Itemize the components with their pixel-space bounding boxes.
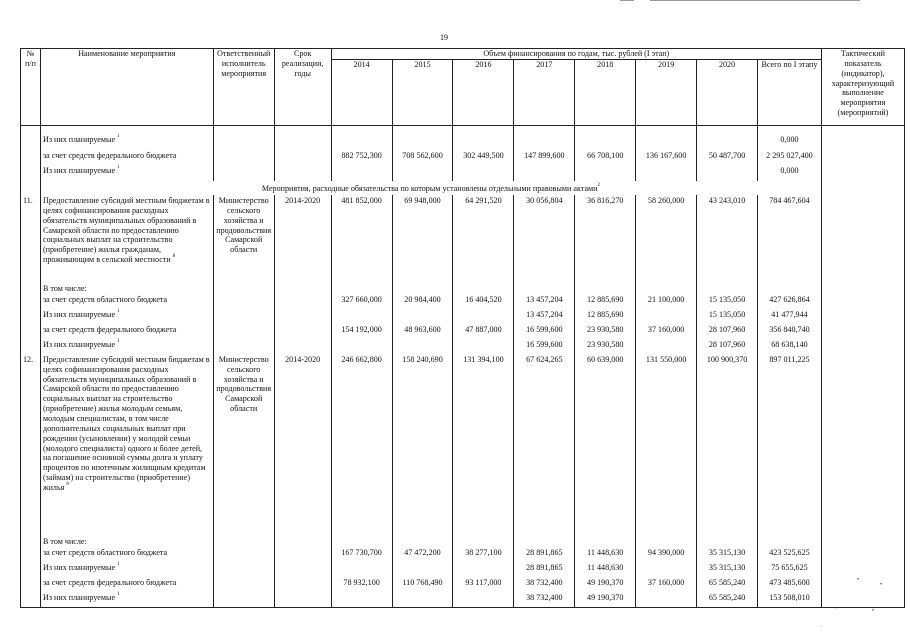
year-value bbox=[514, 166, 575, 181]
year-value: 47 472,200 bbox=[392, 547, 453, 562]
year-value bbox=[636, 135, 697, 151]
year-value: 21 100,000 bbox=[636, 294, 697, 309]
term-cell bbox=[274, 166, 331, 181]
executor-cell bbox=[213, 324, 274, 339]
year-value: 37 160,000 bbox=[636, 324, 697, 339]
term-cell bbox=[274, 324, 331, 339]
spacer-cell bbox=[821, 126, 904, 136]
row-label bbox=[40, 294, 213, 309]
term-cell bbox=[274, 294, 331, 309]
header-total: Всего по I этапу bbox=[758, 60, 822, 126]
year-value bbox=[636, 166, 697, 181]
header-year: 2015 bbox=[392, 60, 453, 126]
including-label: В том числе: bbox=[40, 284, 213, 294]
section-row bbox=[21, 181, 905, 195]
scan-dot: • bbox=[872, 608, 875, 614]
year-value bbox=[392, 135, 453, 151]
table-row bbox=[21, 537, 905, 547]
number-cell bbox=[21, 151, 41, 166]
year-value: 100 900,370 bbox=[697, 354, 758, 537]
footnote-ref: 1 bbox=[117, 134, 120, 139]
table-row bbox=[21, 577, 905, 592]
year-value bbox=[575, 537, 636, 547]
year-value: 64 291,520 bbox=[453, 195, 514, 284]
year-value: 16 599,600 bbox=[514, 339, 575, 354]
year-value: 38 277,100 bbox=[453, 547, 514, 562]
year-value: 131 550,000 bbox=[636, 354, 697, 537]
section-title bbox=[40, 181, 821, 195]
executor-cell bbox=[213, 309, 274, 324]
year-value: 67 624,265 bbox=[514, 354, 575, 537]
indicator-cell bbox=[821, 284, 904, 294]
table-row bbox=[21, 339, 905, 354]
indicator-cell bbox=[821, 562, 904, 577]
footnote-ref: 8 bbox=[66, 482, 69, 488]
header-year: 2019 bbox=[636, 60, 697, 126]
number-cell bbox=[21, 309, 41, 324]
footnote-ref: 1 bbox=[117, 165, 120, 170]
year-value: 708 562,600 bbox=[392, 151, 453, 166]
including-label: В том числе: bbox=[40, 537, 213, 547]
year-value bbox=[453, 284, 514, 294]
year-value bbox=[331, 562, 392, 577]
term-cell bbox=[274, 547, 331, 562]
scan-artifact-line bbox=[650, 0, 860, 1]
year-value bbox=[636, 339, 697, 354]
year-value: 78 932,100 bbox=[331, 577, 392, 592]
header-year: 2016 bbox=[453, 60, 514, 126]
indicator-cell bbox=[821, 592, 904, 608]
year-value bbox=[636, 309, 697, 324]
scan-artifact-line bbox=[620, 0, 634, 1]
row-label bbox=[40, 592, 213, 608]
year-value: 15 135,050 bbox=[697, 294, 758, 309]
item-row bbox=[21, 354, 905, 537]
indicator-cell bbox=[821, 135, 904, 151]
header-executor: Ответственный исполнитель мероприятия bbox=[213, 49, 274, 126]
year-value: 43 243,010 bbox=[697, 195, 758, 284]
row-label-text: за счет средств областного бюджета bbox=[42, 547, 168, 557]
indicator-cell bbox=[821, 309, 904, 324]
year-value: 12 885,690 bbox=[575, 294, 636, 309]
indicator-cell bbox=[821, 166, 904, 181]
row-label bbox=[40, 324, 213, 339]
year-value: 136 167,600 bbox=[636, 151, 697, 166]
item-name-text: Предоставление субсидий местным бюджетам в целях софинансирования расходных обязательств муниципальных образований в Самарской области по предоставлению социальных выплат на строительство (приобретение) жилья гражданам, проживающим в сельской местности bbox=[42, 196, 210, 265]
spacer-cell bbox=[21, 126, 41, 136]
row-label bbox=[40, 309, 213, 324]
year-value: 11 448,630 bbox=[575, 547, 636, 562]
year-value: 36 816,270 bbox=[575, 195, 636, 284]
header-activity-name: Наименование мероприятия bbox=[40, 49, 213, 126]
table-header bbox=[21, 49, 905, 126]
year-value bbox=[453, 309, 514, 324]
item-term: 2014-2020 bbox=[274, 195, 331, 284]
footnote-ref: 2 bbox=[597, 183, 601, 188]
indicator-cell bbox=[821, 577, 904, 592]
indicator-cell bbox=[821, 181, 904, 195]
year-value: 23 930,580 bbox=[575, 339, 636, 354]
year-value: 38 732,400 bbox=[514, 592, 575, 608]
year-value: 65 585,240 bbox=[697, 592, 758, 608]
total-value: 473 485,600 bbox=[758, 577, 822, 592]
total-value: 356 840,740 bbox=[758, 324, 822, 339]
spacer-cell bbox=[40, 126, 213, 136]
header-year: 2017 bbox=[514, 60, 575, 126]
spacer-cell bbox=[274, 126, 331, 136]
year-value: 882 752,300 bbox=[331, 151, 392, 166]
total-value: 897 011,225 bbox=[758, 354, 822, 537]
row-label-text: Из них планируемые bbox=[42, 592, 116, 602]
year-value bbox=[392, 166, 453, 181]
year-value bbox=[392, 309, 453, 324]
total-value: 41 477,944 bbox=[758, 309, 822, 324]
number-cell bbox=[21, 294, 41, 309]
item-name-text: Предоставление субсидий местным бюджетам в целях софинансирования расходных обязательств муниципальных образований в Самарской области по предоставлению социальных выплат на строительство (приобретение) жилья молодым семьям, молодым специалистам, в том числе дополнительных социальных выплат при рождении (усыновлении) у молодой семьи (молодого специалиста) одного и более детей, на погашение основной суммы долга и уплату процентов по ипотечным жилищным кредитам (займам) на строительство (приобретение) жилья bbox=[42, 354, 210, 493]
row-label bbox=[40, 547, 213, 562]
number-cell bbox=[21, 339, 41, 354]
spacer-cell bbox=[758, 126, 822, 136]
year-value bbox=[575, 284, 636, 294]
footnote-ref: 1 bbox=[117, 338, 120, 344]
indicator-cell bbox=[821, 294, 904, 309]
year-value bbox=[758, 537, 822, 547]
year-value: 15 135,050 bbox=[697, 309, 758, 324]
year-value bbox=[392, 592, 453, 608]
year-value: 49 190,370 bbox=[575, 592, 636, 608]
year-value: 23 930,580 bbox=[575, 324, 636, 339]
year-value: 28 891,865 bbox=[514, 562, 575, 577]
table-row bbox=[21, 547, 905, 562]
year-value: 65 585,240 bbox=[697, 577, 758, 592]
year-value bbox=[514, 537, 575, 547]
year-value: 69 948,000 bbox=[392, 195, 453, 284]
term-cell bbox=[274, 339, 331, 354]
total-value: 784 467,604 bbox=[758, 195, 822, 284]
total-value: 153 508,010 bbox=[758, 592, 822, 608]
item-executor: Министерство сельского хозяйства и продовольствия Самарской области bbox=[213, 195, 274, 284]
year-value: 28 891,865 bbox=[514, 547, 575, 562]
number-cell bbox=[21, 166, 41, 181]
executor-cell bbox=[213, 151, 274, 166]
spacer-cell bbox=[575, 126, 636, 136]
row-label bbox=[40, 166, 213, 181]
page-number: 19 bbox=[440, 33, 448, 42]
row-label bbox=[40, 562, 213, 577]
year-value bbox=[453, 537, 514, 547]
year-value: 94 390,000 bbox=[636, 547, 697, 562]
year-value: 302 449,500 bbox=[453, 151, 514, 166]
year-value bbox=[636, 592, 697, 608]
row-label bbox=[40, 151, 213, 166]
year-value: 20 984,400 bbox=[392, 294, 453, 309]
year-value: 60 639,000 bbox=[575, 354, 636, 537]
table-row bbox=[21, 151, 905, 166]
spacer-cell bbox=[213, 126, 274, 136]
year-value: 35 315,130 bbox=[697, 562, 758, 577]
year-value bbox=[575, 166, 636, 181]
scan-dot: · bbox=[835, 606, 837, 612]
item-executor: Министерство сельского хозяйства и продовольствия Самарской области bbox=[213, 354, 274, 537]
number-cell bbox=[21, 592, 41, 608]
year-value: 154 192,000 bbox=[331, 324, 392, 339]
year-value: 16 599,600 bbox=[514, 324, 575, 339]
spacer-cell bbox=[331, 126, 392, 136]
header-indicator: Тактический показатель (индикатор), характеризующий выполнение мероприятия (мероприятий) bbox=[821, 49, 904, 126]
term-cell bbox=[274, 592, 331, 608]
spacer-row bbox=[21, 126, 905, 136]
footnote-ref: 1 bbox=[117, 308, 120, 314]
year-value bbox=[331, 166, 392, 181]
number-cell bbox=[21, 135, 41, 151]
year-value bbox=[331, 309, 392, 324]
total-value: 75 655,625 bbox=[758, 562, 822, 577]
indicator-cell bbox=[821, 547, 904, 562]
year-value bbox=[758, 284, 822, 294]
table-row bbox=[21, 294, 905, 309]
term-cell bbox=[274, 309, 331, 324]
year-value: 48 963,600 bbox=[392, 324, 453, 339]
header-term: Срок реализации, годы bbox=[274, 49, 331, 126]
year-value bbox=[453, 592, 514, 608]
total-value: 0,000 bbox=[758, 135, 822, 151]
year-value: 246 662,800 bbox=[331, 354, 392, 537]
executor-cell bbox=[213, 592, 274, 608]
number-cell bbox=[21, 562, 41, 577]
row-label-text: Из них планируемые bbox=[42, 135, 116, 144]
footnote-ref: 8 bbox=[172, 254, 176, 260]
header-financing: Объем финансирования по годам, тыс. рублей (I этап) bbox=[331, 49, 821, 60]
total-value: 0,000 bbox=[758, 166, 822, 181]
year-value: 481 852,000 bbox=[331, 195, 392, 284]
spacer-cell bbox=[514, 126, 575, 136]
year-value bbox=[453, 339, 514, 354]
number-cell bbox=[21, 577, 41, 592]
year-value bbox=[636, 284, 697, 294]
year-value bbox=[514, 135, 575, 151]
year-value: 12 885,690 bbox=[575, 309, 636, 324]
spacer-cell bbox=[274, 537, 331, 547]
table-row bbox=[21, 166, 905, 181]
spacer-cell bbox=[453, 126, 514, 136]
spacer-cell bbox=[213, 284, 274, 294]
row-label-text: Из них планируемые bbox=[42, 309, 116, 319]
total-value: 423 525,625 bbox=[758, 547, 822, 562]
year-value bbox=[636, 562, 697, 577]
year-value: 110 768,490 bbox=[392, 577, 453, 592]
year-value bbox=[697, 135, 758, 151]
row-label-text: Из них планируемые bbox=[42, 166, 116, 175]
year-value bbox=[331, 592, 392, 608]
row-label-text: Из них планируемые bbox=[42, 339, 116, 349]
table-body bbox=[21, 126, 905, 608]
year-value: 13 457,204 bbox=[514, 294, 575, 309]
header-year: 2014 bbox=[331, 60, 392, 126]
scan-dot: • bbox=[857, 577, 860, 583]
year-value bbox=[392, 284, 453, 294]
number-cell bbox=[21, 181, 41, 195]
header-year: 2018 bbox=[575, 60, 636, 126]
year-value bbox=[331, 135, 392, 151]
year-value: 13 457,204 bbox=[514, 309, 575, 324]
footnote-ref: 1 bbox=[117, 591, 120, 597]
term-cell bbox=[274, 135, 331, 151]
item-name bbox=[40, 354, 213, 537]
number-cell bbox=[21, 324, 41, 339]
indicator-cell bbox=[821, 537, 904, 547]
row-label-text: за счет средств федерального бюджета bbox=[42, 577, 177, 587]
spacer-cell bbox=[213, 537, 274, 547]
indicator-cell bbox=[821, 195, 904, 284]
indicator-cell bbox=[821, 151, 904, 166]
row-label-text: за счет средств федерального бюджета bbox=[42, 151, 177, 160]
executor-cell bbox=[213, 294, 274, 309]
year-value: 327 660,000 bbox=[331, 294, 392, 309]
row-label-text: Из них планируемые bbox=[42, 562, 116, 572]
year-value: 37 160,000 bbox=[636, 577, 697, 592]
year-value bbox=[392, 537, 453, 547]
year-value: 158 240,690 bbox=[392, 354, 453, 537]
year-value: 58 260,000 bbox=[636, 195, 697, 284]
total-value: 68 638,140 bbox=[758, 339, 822, 354]
executor-cell bbox=[213, 577, 274, 592]
term-cell bbox=[274, 151, 331, 166]
total-value: 2 295 027,400 bbox=[758, 151, 822, 166]
item-number: 12. bbox=[21, 354, 41, 537]
executor-cell bbox=[213, 562, 274, 577]
year-value: 35 315,130 bbox=[697, 547, 758, 562]
year-value bbox=[331, 339, 392, 354]
year-value bbox=[697, 537, 758, 547]
item-name bbox=[40, 195, 213, 284]
scan-dot: • bbox=[880, 582, 883, 588]
section-title-text: Мероприятия, расходные обязательства по которым установлены отдельными правовыми актами bbox=[261, 184, 598, 193]
year-value bbox=[575, 135, 636, 151]
year-value: 50 487,700 bbox=[697, 151, 758, 166]
table-row bbox=[21, 592, 905, 608]
row-label-text: за счет средств областного бюджета bbox=[42, 294, 168, 304]
number-cell bbox=[21, 537, 41, 547]
spacer-cell bbox=[636, 126, 697, 136]
executor-cell bbox=[213, 547, 274, 562]
year-value: 30 056,804 bbox=[514, 195, 575, 284]
table-row bbox=[21, 309, 905, 324]
header-year: 2020 bbox=[697, 60, 758, 126]
table-row bbox=[21, 324, 905, 339]
year-value bbox=[331, 284, 392, 294]
scan-dot: · bbox=[820, 624, 822, 630]
term-cell bbox=[274, 562, 331, 577]
row-label bbox=[40, 339, 213, 354]
executor-cell bbox=[213, 166, 274, 181]
year-value: 16 404,520 bbox=[453, 294, 514, 309]
year-value: 131 394,100 bbox=[453, 354, 514, 537]
year-value bbox=[453, 135, 514, 151]
year-value: 11 448,630 bbox=[575, 562, 636, 577]
year-value bbox=[392, 562, 453, 577]
year-value bbox=[453, 562, 514, 577]
table-row bbox=[21, 135, 905, 151]
year-value bbox=[392, 339, 453, 354]
financing-table bbox=[20, 48, 905, 608]
year-value: 93 117,000 bbox=[453, 577, 514, 592]
year-value bbox=[514, 284, 575, 294]
year-value: 66 708,100 bbox=[575, 151, 636, 166]
spacer-cell bbox=[274, 284, 331, 294]
year-value: 38 732,400 bbox=[514, 577, 575, 592]
header-number: № п/п bbox=[21, 49, 41, 126]
row-label bbox=[40, 577, 213, 592]
item-term: 2014-2020 bbox=[274, 354, 331, 537]
spacer-cell bbox=[697, 126, 758, 136]
total-value: 427 626,864 bbox=[758, 294, 822, 309]
year-value bbox=[636, 537, 697, 547]
row-label bbox=[40, 135, 213, 151]
year-value: 28 107,960 bbox=[697, 339, 758, 354]
spacer-cell bbox=[392, 126, 453, 136]
year-value bbox=[453, 166, 514, 181]
year-value: 167 730,700 bbox=[331, 547, 392, 562]
table-row bbox=[21, 562, 905, 577]
indicator-cell bbox=[821, 339, 904, 354]
year-value bbox=[697, 284, 758, 294]
year-value: 147 899,600 bbox=[514, 151, 575, 166]
year-value: 47 887,000 bbox=[453, 324, 514, 339]
year-value: 49 190,370 bbox=[575, 577, 636, 592]
executor-cell bbox=[213, 339, 274, 354]
item-number: 11. bbox=[21, 195, 41, 284]
row-label-text: за счет средств федерального бюджета bbox=[42, 324, 177, 334]
table-row bbox=[21, 284, 905, 294]
year-value: 28 107,960 bbox=[697, 324, 758, 339]
year-value bbox=[331, 537, 392, 547]
number-cell bbox=[21, 547, 41, 562]
indicator-cell bbox=[821, 354, 904, 537]
year-value bbox=[697, 166, 758, 181]
item-row bbox=[21, 195, 905, 284]
footnote-ref: 1 bbox=[117, 561, 120, 567]
executor-cell bbox=[213, 135, 274, 151]
indicator-cell bbox=[821, 324, 904, 339]
number-cell bbox=[21, 284, 41, 294]
term-cell bbox=[274, 577, 331, 592]
